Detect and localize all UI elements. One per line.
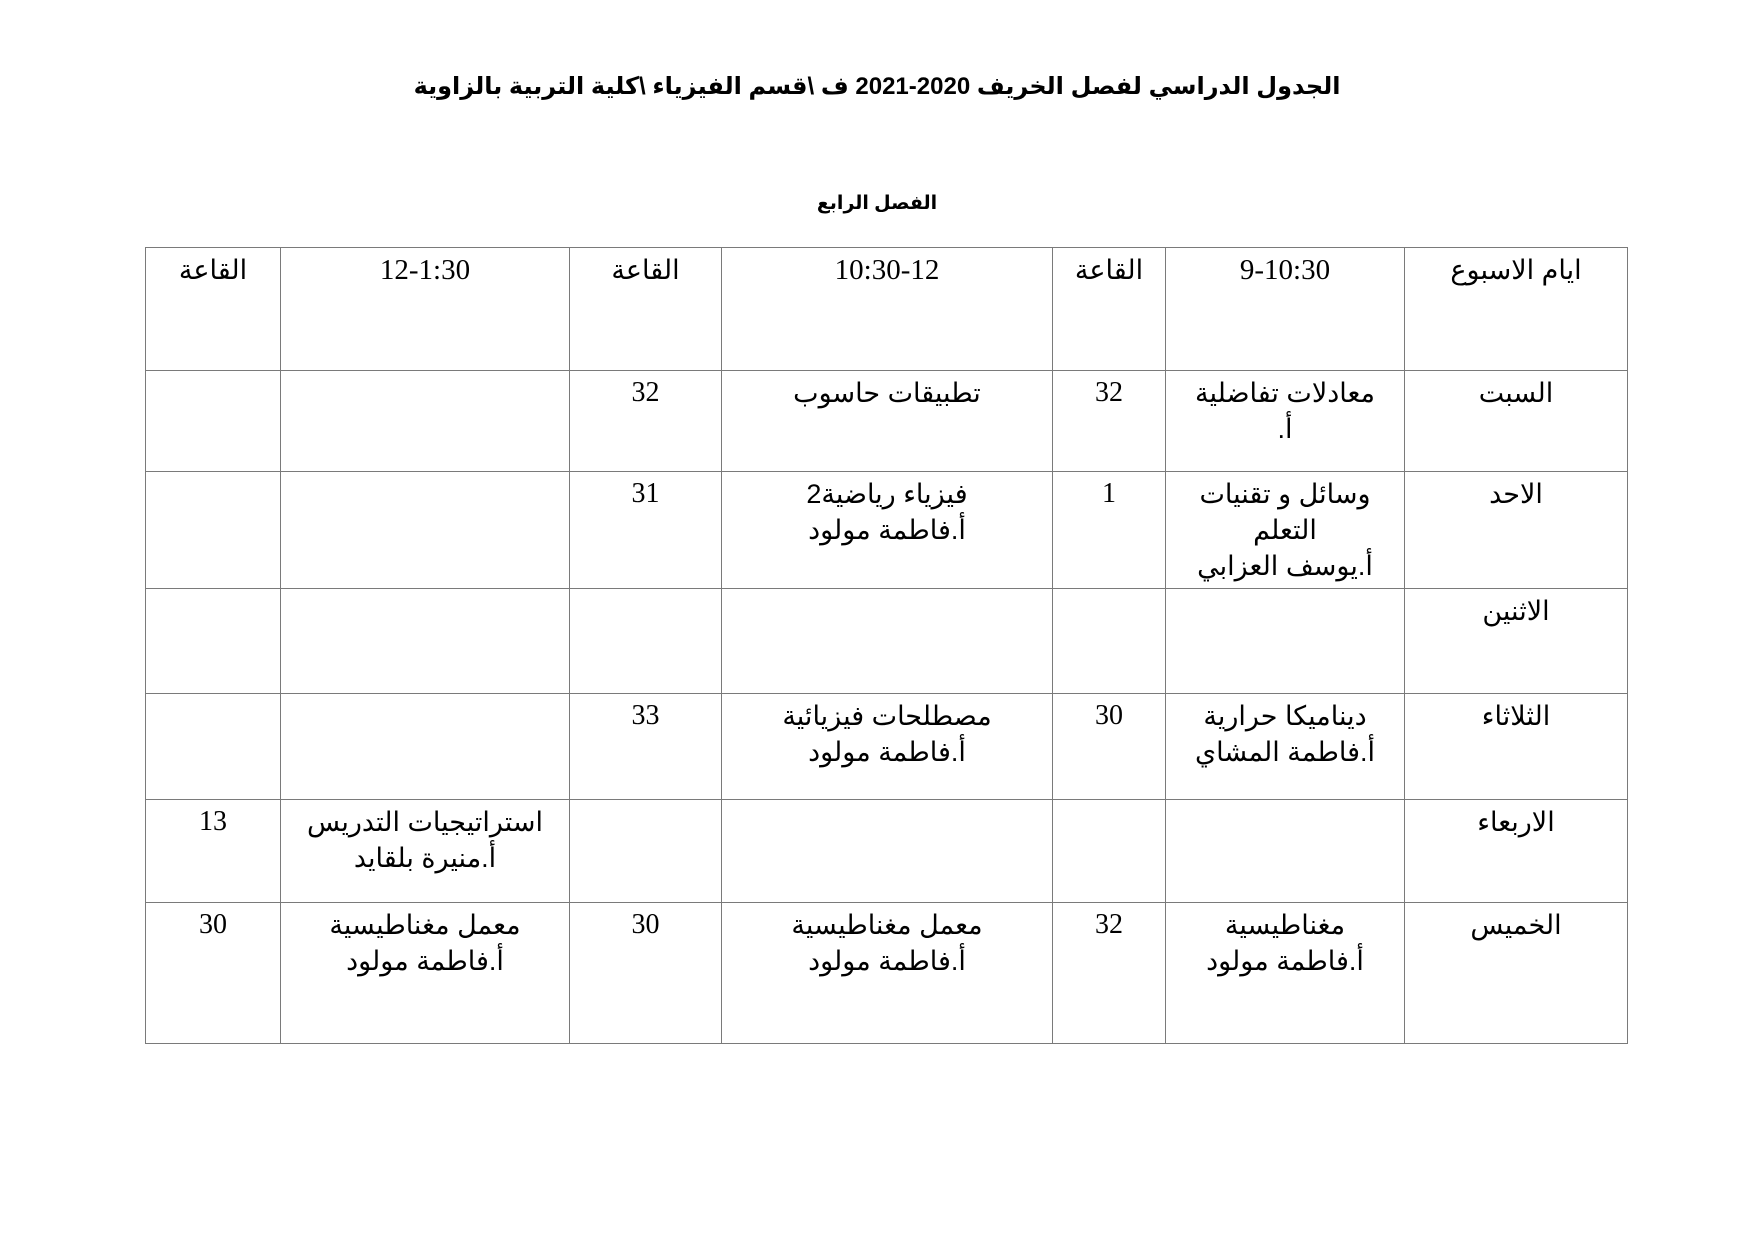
room-cell: 31 — [570, 472, 722, 589]
table-row — [146, 694, 1628, 800]
day-cell: الخميس — [1405, 903, 1628, 1044]
day-cell: الاثنين — [1405, 589, 1628, 694]
header-days: ايام الاسبوع — [1405, 248, 1628, 371]
schedule-table — [145, 247, 1628, 1044]
room-cell: 13 — [146, 800, 281, 903]
course-cell: معمل مغناطيسية أ.فاطمة مولود — [722, 903, 1053, 1044]
header-slot-1: 9-10:30 — [1166, 248, 1405, 371]
table-row — [146, 903, 1628, 1044]
room-cell: 33 — [570, 694, 722, 800]
room-cell — [146, 371, 281, 472]
course-cell: استراتيجيات التدريس أ.منيرة بلقايد — [281, 800, 570, 903]
course-cell: فيزياء رياضية2 أ.فاطمة مولود — [722, 472, 1053, 589]
room-cell — [1053, 800, 1166, 903]
course-cell: مغناطيسية أ.فاطمة مولود — [1166, 903, 1405, 1044]
course-cell — [281, 371, 570, 472]
course-cell: معادلات تفاضلية أ. — [1166, 371, 1405, 472]
course-cell: وسائل و تقنيات التعلم أ.يوسف العزابي — [1166, 472, 1405, 589]
table-row — [146, 800, 1628, 903]
table-row — [146, 371, 1628, 472]
room-cell — [146, 472, 281, 589]
semester-subtitle: الفصل الرابع — [816, 193, 938, 214]
header-slot-2: 10:30-12 — [722, 248, 1053, 371]
room-cell — [570, 589, 722, 694]
table-row — [146, 589, 1628, 694]
day-cell: السبت — [1405, 371, 1628, 472]
header-room-3: القاعة — [146, 248, 281, 371]
room-cell: 1 — [1053, 472, 1166, 589]
header-slot-3: 12-1:30 — [281, 248, 570, 371]
course-cell — [281, 694, 570, 800]
room-cell: 32 — [570, 371, 722, 472]
course-cell — [281, 589, 570, 694]
table-row — [146, 472, 1628, 589]
room-cell: 30 — [1053, 694, 1166, 800]
room-cell — [146, 694, 281, 800]
table-header-row — [146, 248, 1628, 371]
header-room-2: القاعة — [570, 248, 722, 371]
course-cell — [1166, 589, 1405, 694]
day-cell: الثلاثاء — [1405, 694, 1628, 800]
day-cell: الاربعاء — [1405, 800, 1628, 903]
course-cell — [722, 589, 1053, 694]
page-title: الجدول الدراسي لفصل الخريف 2020-2021 ف \قسم الفيزياء \كلية التربية بالزاوية — [413, 73, 1341, 100]
room-cell — [570, 800, 722, 903]
course-cell — [722, 800, 1053, 903]
room-cell — [1053, 589, 1166, 694]
course-cell — [281, 472, 570, 589]
course-cell: معمل مغناطيسية أ.فاطمة مولود — [281, 903, 570, 1044]
room-cell — [146, 589, 281, 694]
room-cell: 30 — [146, 903, 281, 1044]
day-cell: الاحد — [1405, 472, 1628, 589]
room-cell: 32 — [1053, 903, 1166, 1044]
room-cell: 30 — [570, 903, 722, 1044]
course-cell: مصطلحات فيزيائية أ.فاطمة مولود — [722, 694, 1053, 800]
course-cell: تطبيقات حاسوب — [722, 371, 1053, 472]
course-cell: ديناميكا حرارية أ.فاطمة المشاي — [1166, 694, 1405, 800]
room-cell: 32 — [1053, 371, 1166, 472]
header-room-1: القاعة — [1053, 248, 1166, 371]
course-cell — [1166, 800, 1405, 903]
